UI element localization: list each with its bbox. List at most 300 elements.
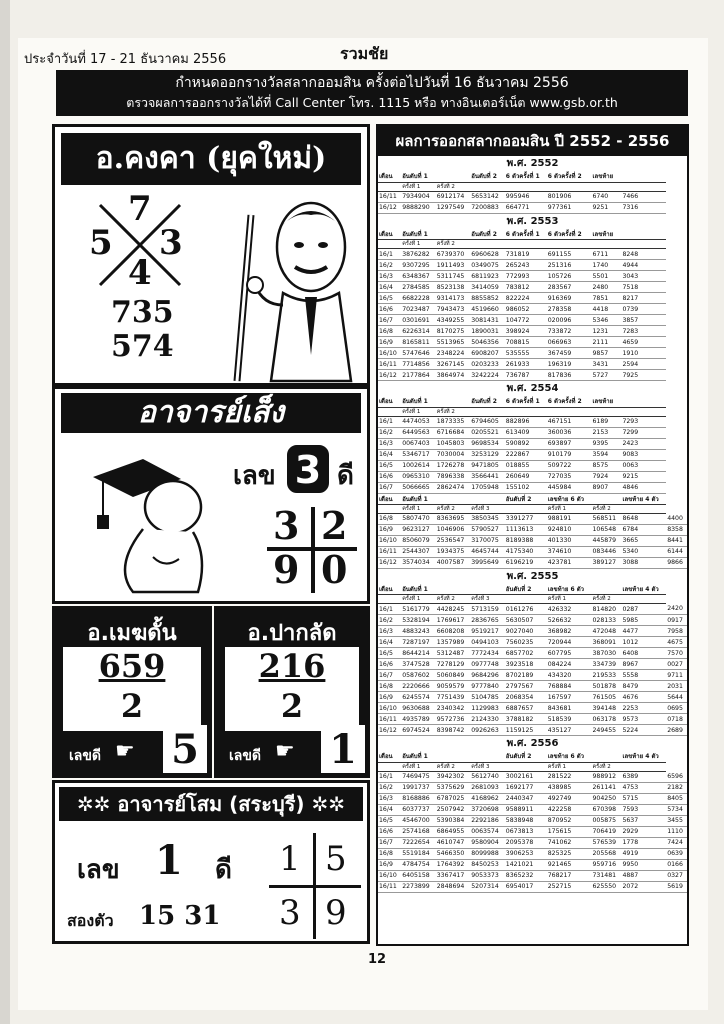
table-cell: 825325 [547, 848, 592, 859]
table-cell: 16/11 [378, 881, 401, 892]
table-cell: 16/11 [378, 546, 401, 557]
table-cell: 5838948 [505, 815, 547, 826]
column-subheader: ครั้งที่ 1 [401, 182, 436, 191]
table-cell: 16/4 [378, 449, 401, 460]
table-cell: 3906253 [505, 848, 547, 859]
table-row [378, 859, 687, 870]
cross-right-digit: 3 [159, 223, 183, 263]
cross-left-digit: 5 [89, 223, 113, 263]
table-cell: 16/4 [378, 637, 401, 648]
table-cell: 9777840 [470, 681, 505, 692]
table-cell: 7751439 [436, 692, 471, 703]
table-cell: 5328194 [401, 615, 436, 626]
column-header: 6 ตัวครั้งที่ 1 [505, 171, 547, 182]
table-cell: 2929 [621, 826, 666, 837]
table-cell: 5644 [666, 692, 687, 703]
table-cell: 4168962 [470, 793, 505, 804]
table-cell: 0739 [621, 304, 666, 315]
table-cell: 5466350 [436, 848, 471, 859]
table-cell: 3864974 [436, 370, 471, 381]
column-header: 6 ตัวครั้งที่ 2 [547, 396, 592, 407]
table-cell: 4519660 [470, 304, 505, 315]
table-cell: 2862474 [436, 482, 471, 493]
table-cell: 1769617 [436, 615, 471, 626]
table-cell: 0063574 [470, 826, 505, 837]
table-cell: 1045803 [436, 438, 471, 449]
table-cell: 4546700 [401, 815, 436, 826]
table-row [378, 615, 687, 626]
asterisk-icon: ✲✲ [76, 792, 118, 816]
column-header [436, 584, 471, 595]
table-row [378, 315, 687, 326]
table-cell: 16/1 [378, 771, 401, 782]
table-cell: 1159125 [505, 725, 547, 736]
table-cell: 535555 [505, 348, 547, 359]
table-row [378, 626, 687, 637]
column-subheader [378, 407, 401, 416]
table-cell: 394148 [592, 703, 622, 714]
table-row [378, 304, 687, 315]
table-cell: 260649 [505, 471, 547, 482]
table-cell: 1046906 [436, 524, 471, 535]
table-cell: 4428245 [436, 604, 471, 615]
table-cell: 16/9 [378, 859, 401, 870]
table-cell: 16/9 [378, 337, 401, 348]
table-cell: 7851 [592, 293, 622, 304]
table-cell: 401330 [547, 535, 592, 546]
table-cell: 8441 [666, 535, 687, 546]
table-cell: 2507942 [436, 804, 471, 815]
table-row [378, 260, 687, 271]
table-cell: 0067403 [401, 438, 436, 449]
table-cell: 3043 [621, 271, 666, 282]
table-cell: 4753 [621, 782, 666, 793]
table-cell: 16/10 [378, 535, 401, 546]
table-cell: 817836 [547, 370, 592, 381]
table-cell: 9314173 [436, 293, 471, 304]
kongka-number-2: 574 [111, 329, 174, 364]
table-cell: 020096 [547, 315, 592, 326]
table-cell: 3857 [621, 315, 666, 326]
column-subheader: ครั้งที่ 3 [470, 762, 505, 771]
table-cell: 761505 [592, 692, 622, 703]
table-cell: 8189388 [505, 535, 547, 546]
column-subheader [621, 595, 666, 604]
table-cell: 3665 [621, 535, 666, 546]
table-cell: 2153 [592, 427, 622, 438]
table-row [378, 659, 687, 670]
table-cell: 5713159 [470, 604, 505, 615]
table-cell: 5985 [621, 615, 666, 626]
table-subheader-row [378, 240, 687, 249]
table-cell: 5519184 [401, 848, 436, 859]
table-cell: 106548 [592, 524, 622, 535]
table-cell: 526632 [547, 615, 592, 626]
column-header: เดือน [378, 171, 401, 182]
table-cell: 4675 [666, 637, 687, 648]
table-cell: 8358 [666, 524, 687, 535]
table-cell: 9888290 [401, 202, 436, 213]
table-cell: 6196219 [505, 557, 547, 568]
table-cell: 16/11 [378, 359, 401, 370]
table-cell: 5790527 [470, 524, 505, 535]
column-subheader: ครั้งที่ 1 [401, 504, 436, 513]
table-cell: 368091 [592, 637, 622, 648]
table-cell: 590892 [505, 438, 547, 449]
column-header [592, 751, 622, 762]
column-subheader: ครั้งที่ 1 [401, 595, 436, 604]
table-cell: 5340 [621, 546, 666, 557]
table-cell: 977361 [547, 202, 592, 213]
table-cell: 5630507 [505, 615, 547, 626]
table-cell: 16/2 [378, 615, 401, 626]
table-cell: 8363695 [436, 513, 471, 524]
column-header: อันดับที่ 1 [401, 229, 436, 240]
table-cell: 5207314 [470, 881, 505, 892]
table-cell: 16/1 [378, 249, 401, 260]
table-cell: 8170275 [436, 326, 471, 337]
table-cell: 16/4 [378, 804, 401, 815]
table-cell: 018855 [505, 460, 547, 471]
table-cell: 16/10 [378, 703, 401, 714]
table-cell: 2072 [621, 881, 666, 892]
table-cell: 0673813 [505, 826, 547, 837]
table-cell: 1740 [592, 260, 622, 271]
table-cell: 0917 [666, 615, 687, 626]
table-row [378, 703, 687, 714]
table-row [378, 557, 687, 568]
table-cell: 16/8 [378, 848, 401, 859]
table-cell: 733872 [547, 326, 592, 337]
year-row [378, 568, 687, 584]
table-row [378, 513, 687, 524]
table-cell: 3253129 [470, 449, 505, 460]
column-header: เลขท้าย 6 ตัว [547, 584, 592, 595]
table-row [378, 249, 687, 260]
paklat-sub: 2 [280, 687, 304, 725]
table-cell: 6960628 [470, 249, 505, 260]
table-cell: 3081431 [470, 315, 505, 326]
table-cell: 175615 [547, 826, 592, 837]
mekdan-lucky-number: 5 [163, 725, 207, 773]
table-subheader-row [378, 504, 687, 513]
table-cell: 691155 [547, 249, 592, 260]
table-cell: 7943473 [436, 304, 471, 315]
table-cell: 0718 [666, 714, 687, 725]
table-cell: 6739370 [436, 249, 471, 260]
column-subheader [592, 240, 622, 249]
table-cell: 708815 [505, 337, 547, 348]
table-cell: 916369 [547, 293, 592, 304]
table-cell: 8248 [621, 249, 666, 260]
table-cell: 4659 [621, 337, 666, 348]
table-cell: 16/10 [378, 348, 401, 359]
table-cell: 6226314 [401, 326, 436, 337]
table-cell: 16/3 [378, 626, 401, 637]
table-cell: 265243 [505, 260, 547, 271]
column-subheader: ครั้งที่ 2 [592, 762, 622, 771]
results-title: ผลการออกสลากออมสิน ปี 2552 - 2556 [378, 126, 687, 156]
column-header: อันดับที่ 2 [505, 584, 547, 595]
table-cell: 7466 [621, 191, 666, 202]
table-row [378, 482, 687, 493]
table-cell: 8702189 [505, 670, 547, 681]
table-row [378, 681, 687, 692]
mekdan-number: 659 [98, 647, 166, 685]
column-header [436, 493, 471, 504]
column-subheader [592, 407, 622, 416]
table-cell: 7424 [666, 837, 687, 848]
table-cell: 16/3 [378, 271, 401, 282]
page-edge [0, 0, 10, 1024]
cross-bottom-digit: 4 [128, 253, 152, 293]
seng-box [52, 386, 370, 604]
table-cell: 731819 [505, 249, 547, 260]
column-header [592, 584, 622, 595]
table-cell: 105726 [547, 271, 592, 282]
table-row [378, 191, 687, 202]
table-cell: 16/5 [378, 460, 401, 471]
table-cell: 4175340 [505, 546, 547, 557]
table-cell: 0977748 [470, 659, 505, 670]
seng-lek-number: 3 [287, 445, 329, 493]
paklat-lucky-number: 1 [321, 725, 365, 773]
table-cell: 568511 [592, 513, 622, 524]
table-cell: 9588911 [505, 804, 547, 815]
column-subheader: ครั้งที่ 3 [470, 595, 505, 604]
table-cell: 0161276 [505, 604, 547, 615]
seng-grid-cell-1: 3 [273, 503, 300, 548]
paklat-box [214, 606, 370, 778]
table-cell: 9866 [666, 557, 687, 568]
table-cell: 801906 [547, 191, 592, 202]
table-cell: 4883243 [401, 626, 436, 637]
column-header [470, 584, 505, 595]
mekdan-lek-dee: เลขดี [69, 748, 102, 764]
som-grid [269, 833, 361, 939]
seng-title: อาจารย์เส็ง [61, 393, 361, 433]
column-header: เลขท้าย [592, 229, 622, 240]
table-cell: 986052 [505, 304, 547, 315]
table-row [378, 359, 687, 370]
column-subheader: ครั้งที่ 2 [592, 504, 622, 513]
column-header [470, 751, 505, 762]
som-song-label: สองตัว [67, 911, 114, 930]
table-cell: 6389 [621, 771, 666, 782]
table-row [378, 782, 687, 793]
column-subheader: ครั้งที่ 2 [592, 595, 622, 604]
table-cell: 281522 [547, 771, 592, 782]
column-subheader [505, 595, 547, 604]
table-cell: 205568 [592, 848, 622, 859]
table-cell: 5312487 [436, 648, 471, 659]
table-row [378, 535, 687, 546]
pointing-hand-icon: ☛ [275, 739, 295, 764]
paklat-title: อ.ปากลัด [247, 621, 337, 646]
table-cell: 3566441 [470, 471, 505, 482]
table-cell: 5558 [621, 670, 666, 681]
table-cell: 445879 [592, 535, 622, 546]
table-cell: 16/3 [378, 438, 401, 449]
table-cell: 2177864 [401, 370, 436, 381]
table-cell: 9684296 [470, 670, 505, 681]
table-cell: 1421021 [505, 859, 547, 870]
column-header: อันดับที่ 2 [470, 171, 505, 182]
table-cell: 063178 [592, 714, 622, 725]
seng-grid-cell-2: 2 [321, 503, 348, 548]
table-cell: 261933 [505, 359, 547, 370]
table-cell: 16/7 [378, 670, 401, 681]
table-cell: 6784 [621, 524, 666, 535]
table-cell: 4919 [621, 848, 666, 859]
column-subheader [505, 762, 547, 771]
table-cell: 492749 [547, 793, 592, 804]
table-cell: 664771 [505, 202, 547, 213]
table-cell: 16/12 [378, 725, 401, 736]
table-row [378, 815, 687, 826]
table-cell: 9395 [592, 438, 622, 449]
table-cell: 16/2 [378, 782, 401, 793]
table-cell: 434320 [547, 670, 592, 681]
column-subheader [621, 407, 666, 416]
table-row [378, 427, 687, 438]
table-cell: 2273899 [401, 881, 436, 892]
table-cell: 882896 [505, 416, 547, 427]
table-cell: 005875 [592, 815, 622, 826]
announcement-banner [56, 70, 688, 116]
table-cell: 0166 [666, 859, 687, 870]
table-row [378, 460, 687, 471]
table-cell: 8575 [592, 460, 622, 471]
column-subheader [505, 407, 547, 416]
column-header: เลขท้าย 4 ตัว [621, 751, 666, 762]
table-cell: 0327 [666, 870, 687, 881]
table-cell: 1705948 [470, 482, 505, 493]
table-cell: 398924 [505, 326, 547, 337]
table-cell: 2848694 [436, 881, 471, 892]
som-title-bar [59, 787, 363, 821]
table-cell: 768884 [547, 681, 592, 692]
table-cell: 7570 [666, 648, 687, 659]
table-cell: 5161779 [401, 604, 436, 615]
table-cell: 8217 [621, 293, 666, 304]
table-cell: 16/5 [378, 293, 401, 304]
table-cell: 2220666 [401, 681, 436, 692]
table-cell: 6144 [666, 546, 687, 557]
table-cell: 251316 [547, 260, 592, 271]
table-cell: 921465 [547, 859, 592, 870]
column-subheader: ครั้งที่ 1 [401, 240, 436, 249]
column-subheader [505, 240, 547, 249]
table-cell: 1764392 [436, 859, 471, 870]
table-cell: 1002614 [401, 460, 436, 471]
table-cell: 5727 [592, 370, 622, 381]
table-row [378, 337, 687, 348]
table-cell: 988191 [547, 513, 592, 524]
year-label: พ.ศ. 2555 [506, 570, 559, 582]
page-number: 12 [368, 952, 387, 967]
table-cell: 518539 [547, 714, 592, 725]
table-cell: 6189 [592, 416, 622, 427]
table-cell: 772993 [505, 271, 547, 282]
column-header [592, 493, 622, 504]
table-cell: 16/1 [378, 604, 401, 615]
som-lek-number: 1 [155, 837, 183, 884]
table-cell: 084224 [547, 659, 592, 670]
table-cell: 16/6 [378, 471, 401, 482]
table-cell: 16/12 [378, 557, 401, 568]
table-row [378, 293, 687, 304]
table-cell: 3876282 [401, 249, 436, 260]
column-subheader [505, 182, 547, 191]
professor-cartoon [83, 437, 213, 597]
table-cell: 9053373 [470, 870, 505, 881]
table-cell: 1357989 [436, 637, 471, 648]
publication-logo: รวมชัย [340, 44, 389, 63]
table-cell: 995946 [505, 191, 547, 202]
table-cell: 6787025 [436, 793, 471, 804]
column-header [436, 396, 471, 407]
table-cell: 6857702 [505, 648, 547, 659]
table-cell: 1129983 [470, 703, 505, 714]
table-cell: 0301691 [401, 315, 436, 326]
column-header: อันดับที่ 1 [401, 584, 436, 595]
table-cell: 7925 [621, 370, 666, 381]
column-header [470, 493, 505, 504]
som-grid-cell-4: 9 [325, 893, 347, 933]
table-cell: 2111 [592, 337, 622, 348]
table-cell: 8855852 [470, 293, 505, 304]
table-cell: 6908207 [470, 348, 505, 359]
column-header: อันดับที่ 2 [470, 396, 505, 407]
som-dee-label: ดี [215, 855, 232, 885]
table-cell: 5807470 [401, 513, 436, 524]
column-subheader: ครั้งที่ 3 [470, 504, 505, 513]
table-cell: 16/6 [378, 826, 401, 837]
column-header: อันดับที่ 1 [401, 171, 436, 182]
table-header-row [378, 493, 687, 504]
table-cell: 3720698 [470, 804, 505, 815]
table-cell: 16/2 [378, 427, 401, 438]
table-cell: 2124330 [470, 714, 505, 725]
table-cell: 4349255 [436, 315, 471, 326]
column-subheader [547, 240, 592, 249]
table-cell: 1910 [621, 348, 666, 359]
table-cell: 0695 [666, 703, 687, 714]
table-cell: 3242224 [470, 370, 505, 381]
som-grid-cell-2: 5 [325, 839, 347, 879]
table-row [378, 524, 687, 535]
table-row [378, 271, 687, 282]
table-cell: 3414059 [470, 282, 505, 293]
column-header: อันดับที่ 1 [401, 493, 436, 504]
table-cell: 1934375 [436, 546, 471, 557]
table-cell: 16/4 [378, 282, 401, 293]
som-song-numbers: 15 31 [139, 901, 221, 931]
table-cell: 7299 [621, 427, 666, 438]
table-cell: 16/6 [378, 659, 401, 670]
table-cell: 7593 [621, 804, 666, 815]
table-row [378, 826, 687, 837]
table-cell: 435127 [547, 725, 592, 736]
table-cell: 7518 [621, 282, 666, 293]
table-cell: 4418 [592, 304, 622, 315]
column-header: เลขท้าย [592, 396, 622, 407]
column-subheader [378, 595, 401, 604]
table-cell: 783812 [505, 282, 547, 293]
table-cell: 9573 [621, 714, 666, 725]
table-cell: 16/5 [378, 648, 401, 659]
